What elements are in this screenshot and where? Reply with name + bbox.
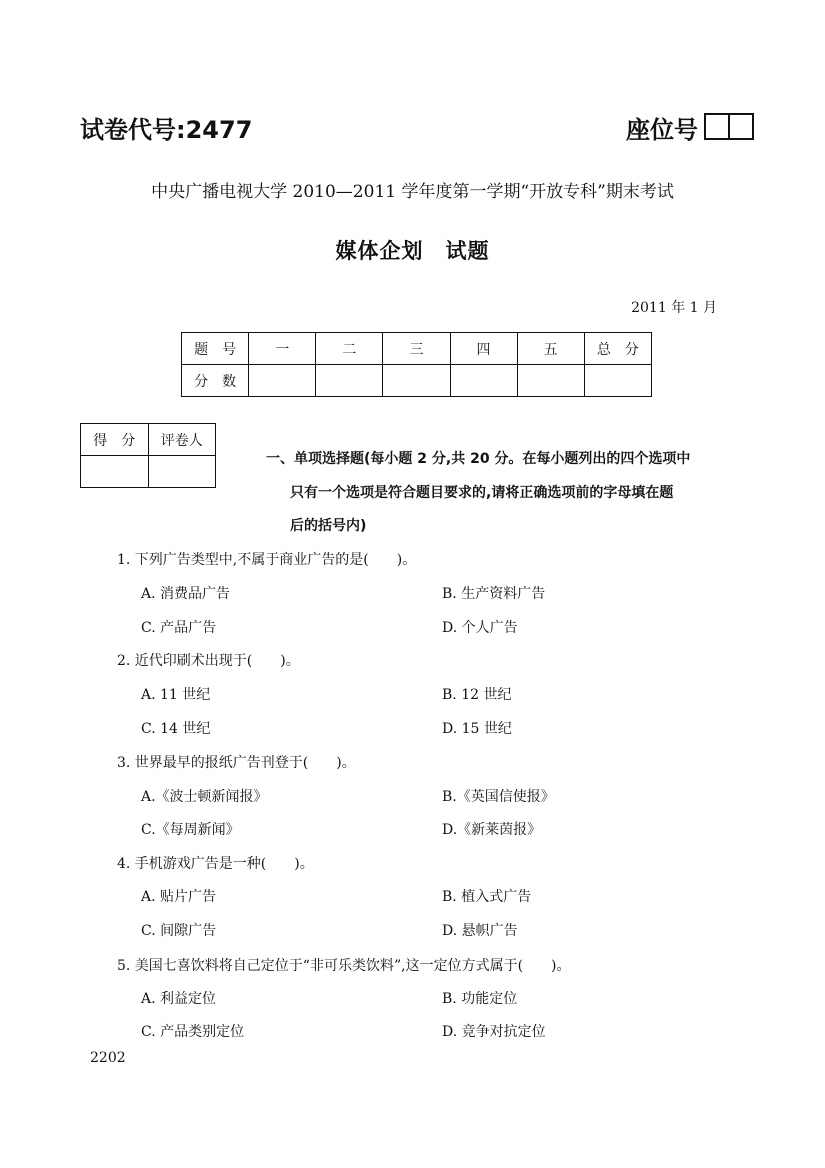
score-table-header-row [182,333,652,365]
score-table-score-row [182,365,652,397]
score-table [181,332,652,397]
grader-table [80,423,216,488]
question-stem: 5. 美国七喜饮料将自己定位于“非可乐类饮料”,这一定位方式属于( )。 [117,958,571,974]
score-table-cell: 一 [249,333,316,365]
subject-title: 媒体企划 试题 [335,239,490,263]
score-table-cell: 五 [517,333,584,365]
option-b: B. 生产资料广告 [442,586,546,602]
score-table-cell: 二 [316,333,383,365]
score-table-cell: 题 号 [182,333,249,365]
option-a: A. 利益定位 [141,991,217,1007]
score-table-cell: 总 分 [584,333,651,365]
question-stem: 1. 下列广告类型中,不属于商业广告的是( )。 [117,552,417,568]
score-cell[interactable] [383,365,450,397]
question-stem: 4. 手机游戏广告是一种( )。 [117,856,314,872]
score-cell[interactable] [517,365,584,397]
seat-number-boxes[interactable] [704,113,754,140]
grader-score-cell[interactable] [81,456,149,488]
seat-number-label: 座位号 [626,116,698,144]
score-cell[interactable] [316,365,383,397]
option-a: A. 贴片广告 [141,889,217,905]
grader-table-header: 评卷人 [148,424,215,456]
seat-box[interactable] [704,113,730,140]
option-a: A. 11 世纪 [141,687,211,703]
option-d: D. 悬帜广告 [442,923,518,939]
option-c: C. 14 世纪 [141,721,211,737]
section-heading-line: 后的括号内) [290,518,367,534]
seat-box[interactable] [730,113,754,140]
score-cell[interactable] [584,365,651,397]
option-b: B. 12 世纪 [442,687,512,703]
score-table-row-label: 分 数 [182,365,249,397]
option-d: D. 竞争对抗定位 [442,1024,546,1040]
score-cell[interactable] [249,365,316,397]
page-number: 2202 [90,1050,126,1066]
option-b: B.《英国信使报》 [442,789,555,805]
section-heading-line: 只有一个选项是符合题目要求的,请将正确选项前的字母填在题 [290,485,674,501]
question-stem: 2. 近代印刷术出现于( )。 [117,653,300,669]
option-c: C.《每周新闻》 [141,822,240,838]
option-d: D.《新莱茵报》 [442,822,542,838]
option-c: C. 间隙广告 [141,923,217,939]
paper-code: 试卷代号:2477 [80,116,253,144]
grader-table-header: 得 分 [81,424,149,456]
option-b: B. 功能定位 [442,991,518,1007]
option-d: D. 15 世纪 [442,721,512,737]
option-a: A. 消费品广告 [141,586,231,602]
option-a: A.《波士顿新闻报》 [141,789,268,805]
exam-date: 2011 年 1 月 [631,300,717,316]
score-table-cell: 四 [450,333,517,365]
grader-name-cell[interactable] [148,456,215,488]
option-c: C. 产品广告 [141,620,217,636]
score-table-cell: 三 [383,333,450,365]
section-heading-line: 一、单项选择题(每小题 2 分,共 20 分。在每小题列出的四个选项中 [266,451,691,467]
exam-title: 中央广播电视大学 2010—2011 学年度第一学期“开放专科”期末考试 [151,182,674,202]
option-d: D. 个人广告 [442,620,518,636]
question-stem: 3. 世界最早的报纸广告刊登于( )。 [117,755,356,771]
option-c: C. 产品类别定位 [141,1024,245,1040]
option-b: B. 植入式广告 [442,889,532,905]
score-cell[interactable] [450,365,517,397]
